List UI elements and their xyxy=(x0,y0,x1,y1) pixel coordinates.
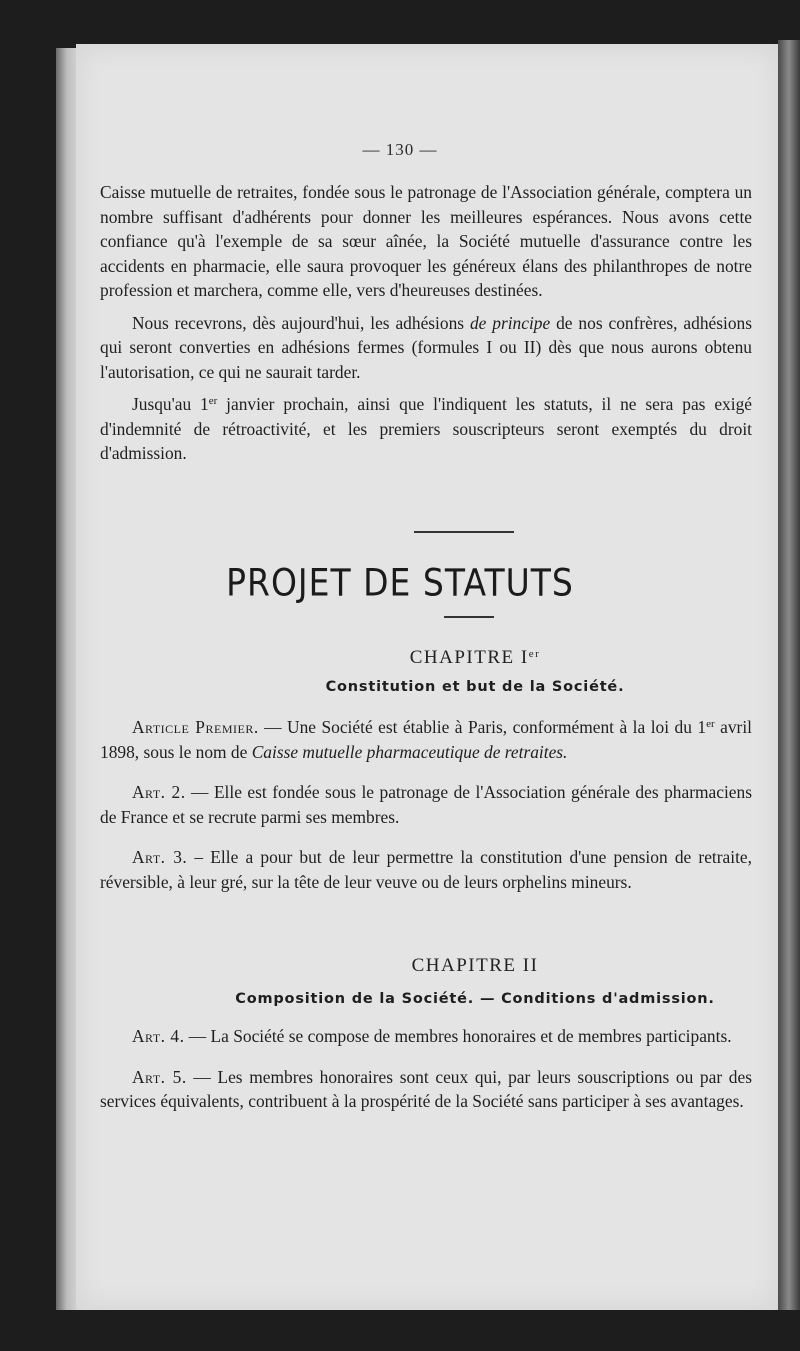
chapter-1-heading: CHAPITRE Ier xyxy=(409,647,541,668)
page-number: — 130 — xyxy=(362,140,438,159)
article-2: Art. 2. — Elle est fondée sous le patronage de l'Association générale des pharmaciens de France et se recrute parmi ses membres. xyxy=(100,782,752,827)
chapter-2-articles xyxy=(100,1024,752,1114)
intro-block xyxy=(100,180,752,466)
paragraph-2: Nous recevrons, dès aujourd'hui, les adhésions de principe de nos confrères, adhésions qui seront converties en adhésions fermes (formules I ou II) dès que nous aurons obtenu l'autorisation, ce qui ne saurait tarder. xyxy=(100,312,752,382)
article-3: Art. 3. – Elle a pour but de leur permettre la constitution d'une pension de retraite, réversible, à leur gré, sur la tête de leur veuve ou de leurs orphelins mineurs. xyxy=(100,847,752,892)
chapter-1-subtitle: Constitution et but de la Société. xyxy=(325,679,625,695)
article-1: Article Premier. — Une Société est établie à Paris, conformément à la loi du 1er avril 1898, sous le nom de Caisse mutuelle pharmaceutique de retraites. xyxy=(100,717,753,762)
paragraph-1: Caisse mutuelle de retraites, fondée sous le patronage de l'Association générale, comptera un nombre suffisant d'adhérents pour donner les meilleures espérances. Nous avons cette confiance qu'à l'exemple de sa sœur aînée, la Société mutuelle d'assurance contre les accidents en pharmacie, elle saura provoquer les généreux élans des philanthropes de notre profession et marchera, comme elle, vers d'heureuses destinées. xyxy=(100,182,752,300)
paragraph-3: Jusqu'au 1er janvier prochain, ainsi que l'indiquent les statuts, il ne sera pas exigé d'indemnité de rétroactivité, et les premiers souscripteurs seront exemptés du droit d'admission. xyxy=(100,394,752,463)
chapter-1-articles xyxy=(100,715,752,894)
separator-rule xyxy=(414,531,514,533)
document-title: PROJET DE STATUTS xyxy=(226,560,574,605)
article-4: Art. 4. — La Société se compose de membres honoraires et de membres participants. xyxy=(132,1026,732,1046)
title-rule xyxy=(444,616,494,618)
chapter-2-heading: CHAPITRE II xyxy=(411,955,539,976)
chapter-2-subtitle: Composition de la Société. — Conditions d'admission. xyxy=(235,991,715,1007)
article-5: Art. 5. — Les membres honoraires sont ceux qui, par leurs souscriptions ou par des services équivalents, contribuent à la prospérité de la Société sans participer à ses avantages. xyxy=(100,1066,752,1111)
page-edge xyxy=(778,40,800,1310)
